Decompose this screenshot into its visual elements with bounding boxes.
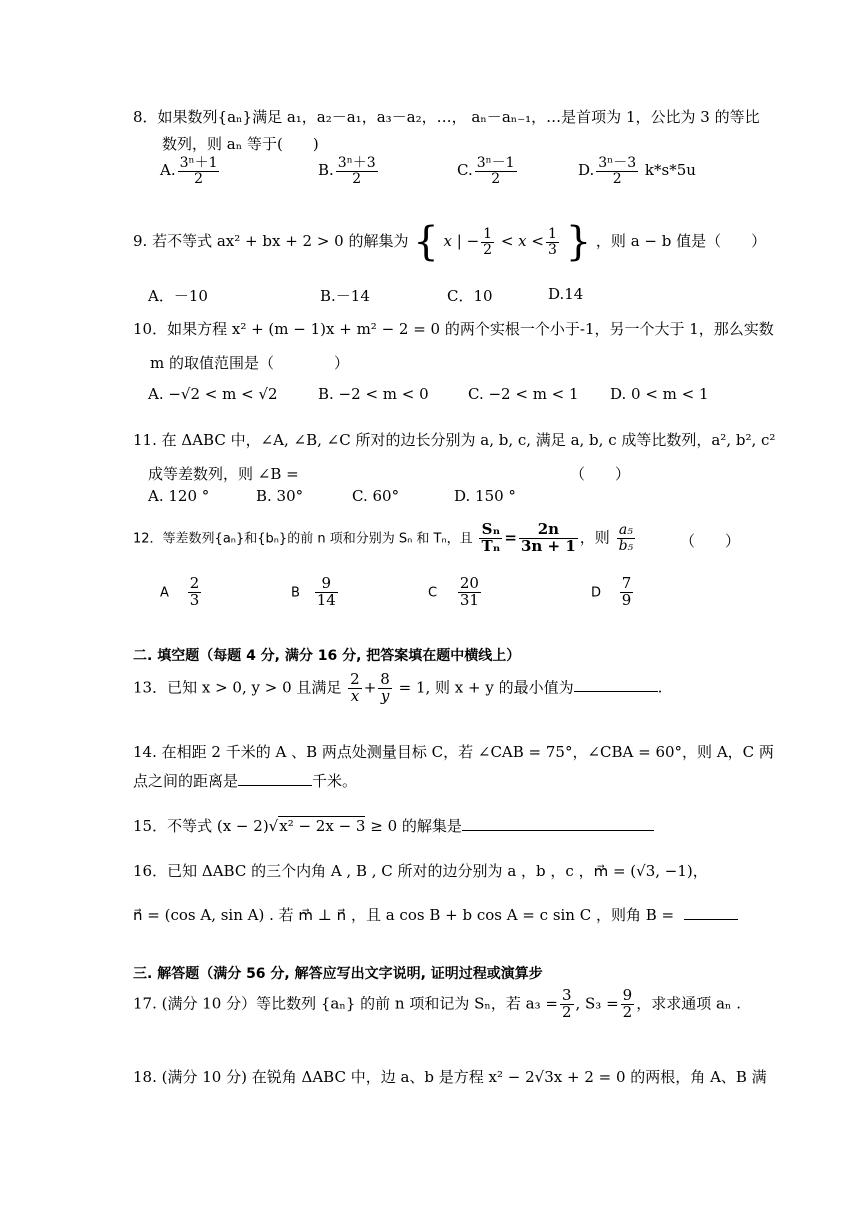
q10-option-b: B. −2 < m < 0 — [318, 385, 429, 403]
q12-option-a — [160, 576, 203, 609]
frac-den: Tₙ — [481, 536, 501, 555]
q11-option-b: B. 30° — [256, 487, 304, 505]
q13-answer-blank[interactable] — [574, 691, 658, 692]
q10-line1: 10．如果方程 x² + (m − 1)x + m² − 2 = 0 的两个实根一个小于-1，另一个大于 1，那么实数 — [133, 320, 774, 338]
frac-num: 9 — [315, 576, 338, 593]
q17-prefix: 17. (满分 10 分）等比数列 {aₙ} 的前 n 项和记为 Sₙ，若 a₃ = — [133, 994, 558, 1013]
frac-num: 3ⁿ＋3 — [337, 155, 376, 171]
q14-line2 — [133, 770, 357, 791]
period: . — [657, 678, 663, 697]
frac-num: 7 — [621, 574, 632, 592]
q12-option-b — [291, 576, 340, 609]
q14-answer-blank[interactable] — [238, 785, 312, 786]
option-label: A. — [160, 161, 176, 180]
frac-num: 2n — [519, 522, 578, 539]
frac-den: 2 — [622, 1002, 633, 1021]
section-2-title: 二. 填空题（每题 4 分, 满分 16 分, 把答案填在题中横线上） — [133, 648, 521, 664]
q15-suffix: ≥ 0 的解集是 — [365, 817, 462, 835]
frac-den: 2 — [483, 241, 493, 258]
radicand: x² − 2x − 3 — [279, 817, 366, 835]
frac-num: 3ⁿ－3 — [598, 155, 637, 171]
q8-option-c — [457, 156, 519, 186]
q11-option-c: C. 60° — [352, 487, 400, 505]
q17-suffix: ，求求通项 aₙ . — [636, 994, 741, 1013]
q10-line2: m 的取值范围是（ ） — [150, 354, 349, 372]
frac-den: 2 — [194, 170, 203, 187]
brace-left: { — [413, 219, 439, 265]
frac-den: y — [380, 686, 390, 705]
frac-den: 3 — [547, 241, 557, 258]
frac-num: 3ⁿ＋1 — [179, 155, 218, 171]
brace-right: } — [565, 219, 592, 265]
q15-line: 15．不等式 (x − 2)√x² − 2x − 3 ≥ 0 的解集是 — [133, 815, 654, 836]
q9-line — [133, 219, 767, 265]
q8-option-a — [160, 156, 221, 186]
frac-den: b₅ — [618, 537, 634, 554]
q15-prefix: 15．不等式 (x − 2) — [133, 817, 269, 835]
q14-line2-text: 点之间的距离是 — [133, 772, 239, 790]
q10-option-d: D. 0 < m < 1 — [610, 385, 709, 403]
q17-mid: , S₃ = — [575, 994, 619, 1013]
q18-line: 18. (满分 10 分) 在锐角 ΔABC 中，边 a、b 是方程 x² − 2√3x + 2 = 0 的两根，角 A、B 满 — [133, 1068, 767, 1086]
q8-line1: 8．如果数列{aₙ}满足 a₁，a₂－a₁，a₃－a₂，…， aₙ－aₙ₋₁，…是首项为 1，公比为 3 的等比 — [133, 108, 760, 126]
frac-den: 3 — [189, 590, 200, 609]
q12-prefix: 12．等差数列{aₙ}和{bₙ}的前 n 项和分别为 Sₙ 和 Tₙ，且 — [133, 531, 473, 547]
frac-den: 2 — [561, 1002, 572, 1021]
q9-option-d: D.14 — [548, 285, 584, 303]
frac-den: 14 — [316, 590, 336, 609]
watermark-text: k*s*5u — [644, 161, 696, 180]
q14-line1: 14. 在相距 2 千米的 A 、B 两点处测量目标 C，若 ∠CAB = 75°，∠CBA = 60°，则 A，C 两 — [133, 743, 774, 761]
frac-den: 2 — [491, 170, 501, 187]
frac-num: a₅ — [617, 523, 636, 539]
frac-den: x — [350, 686, 360, 705]
q16-line1: 16．已知 ΔABC 的三个内角 A , B , C 所对的边分别为 a ，b ，c ，m⃗ = (√3, −1)， — [133, 862, 708, 880]
q15-answer-blank[interactable] — [462, 830, 654, 831]
q9-option-c: C．10 — [447, 287, 493, 305]
frac-den: 31 — [459, 590, 479, 609]
frac-num: 2 — [350, 670, 360, 688]
option-label: D. — [578, 161, 595, 180]
q11-line2: 成等差数列，则 ∠B = — [148, 465, 299, 483]
q17-line — [133, 988, 741, 1021]
option-label: C — [428, 585, 438, 601]
q9-option-a: A．－10 — [148, 287, 208, 305]
q11-option-a: A. 120 ° — [148, 487, 210, 505]
q9-option-b: B.－14 — [320, 287, 370, 305]
q11-answer-paren: （ ） — [570, 465, 631, 483]
option-label: D — [591, 585, 602, 601]
q9-set-mid: < x < — [500, 232, 544, 250]
q9-prefix: 9. 若不等式 ax² + bx + 2 > 0 的解集为 — [133, 232, 409, 250]
q11-option-d: D. 150 ° — [454, 487, 516, 505]
frac-num: 3 — [561, 986, 572, 1004]
q13-prefix: 13．已知 x > 0, y > 0 且满足 — [133, 678, 342, 697]
plus-sign: + — [363, 678, 377, 697]
q16-answer-blank[interactable] — [684, 919, 738, 920]
q11-line1: 11. 在 ΔABC 中，∠A, ∠B, ∠C 所对的边长分别为 a, b, c, 满足 a, b, c 成等比数列，a², b², c² — [133, 431, 776, 449]
q9-set-left: x | − — [443, 232, 480, 250]
q10-option-a: A. −√2 < m < √2 — [148, 385, 278, 403]
option-label: C. — [457, 161, 473, 180]
frac-num: Sₙ — [479, 522, 502, 539]
frac-num: 20 — [459, 574, 479, 592]
frac-num: 2 — [189, 574, 200, 592]
frac-den: 9 — [621, 590, 632, 609]
q13-suffix: = 1, 则 x + y 的最小值为 — [398, 678, 574, 697]
q16-line2-text: n⃗ = (cos A, sin A) . 若 m⃗ ⊥ n⃗ ，且 a cos B + b cos A = c sin C ，则角 B = — [133, 906, 675, 924]
frac-num: 8 — [380, 670, 390, 688]
frac-num: 1 — [483, 225, 493, 242]
q16-line2 — [133, 904, 738, 925]
section-3-title: 三. 解答题（满分 56 分, 解答应写出文字说明, 证明过程或演算步 — [133, 966, 543, 982]
frac-num: 1 — [547, 225, 557, 242]
frac-den: 2 — [352, 170, 362, 187]
q12-answer-paren: （ ） — [680, 532, 741, 550]
q13-line — [133, 672, 662, 705]
q12-option-c — [428, 576, 483, 609]
q10-option-c: C. −2 < m < 1 — [468, 385, 579, 403]
q12-mid: ，则 — [579, 528, 610, 547]
frac-num: 3ⁿ－1 — [476, 155, 515, 171]
option-label: B. — [318, 161, 334, 180]
frac-den: 2 — [612, 170, 622, 187]
q9-suffix: ，则 a − b 值是（ ） — [595, 232, 767, 250]
q8-option-d — [578, 156, 696, 186]
q12-line — [133, 522, 637, 555]
frac-den: 3n + 1 — [520, 536, 576, 555]
option-label: A — [160, 585, 169, 601]
q14-unit: 千米。 — [312, 772, 358, 790]
q12-option-d — [591, 576, 635, 609]
q8-line2: 数列，则 aₙ 等于( ) — [162, 135, 319, 153]
equals-sign: = — [504, 528, 517, 547]
option-label: B — [291, 585, 300, 601]
q8-option-b — [318, 156, 380, 186]
frac-num: 9 — [622, 986, 633, 1004]
